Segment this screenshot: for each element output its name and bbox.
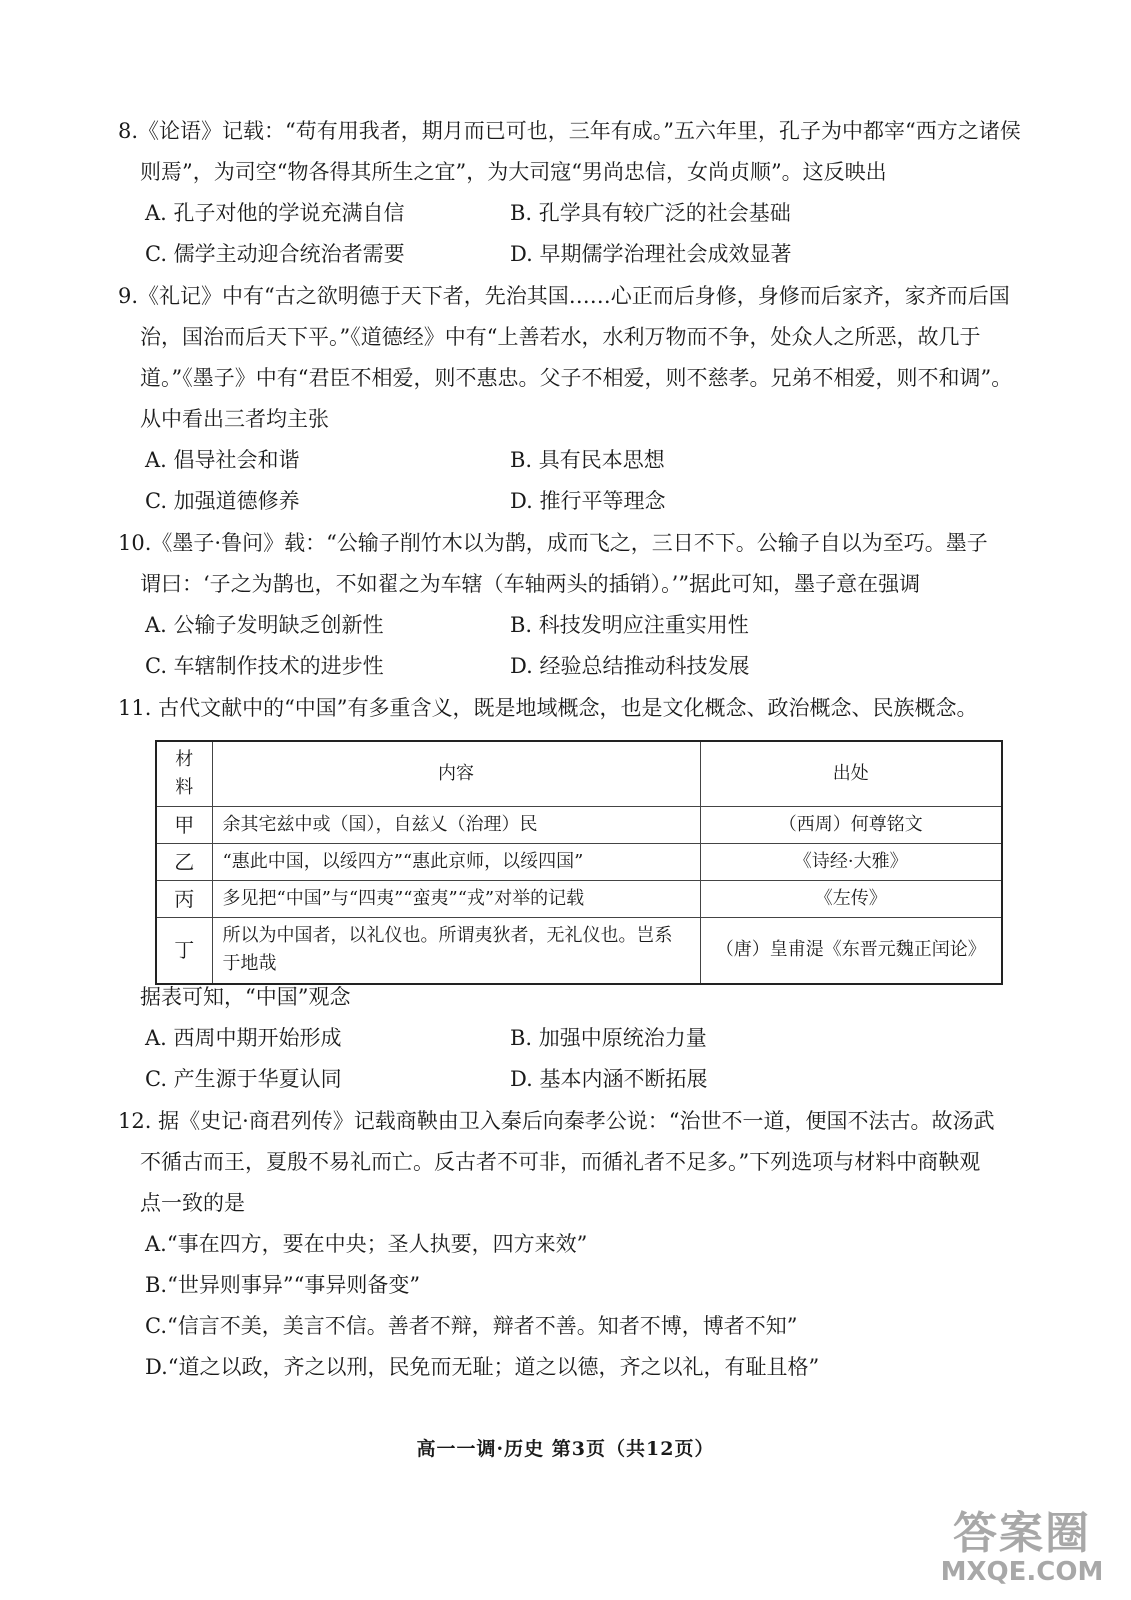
table-header-material: 材料 <box>156 741 212 807</box>
row-label: 甲 <box>156 807 212 844</box>
q8-stem-line1: 8.《论语》记载：“苟有用我者，期月而已可也，三年有成。”五六年里，孔子为中都宰“西方之诸侯 <box>118 119 1021 143</box>
row-source: 《左传》 <box>700 881 1002 918</box>
row-content: 多见把“中国”与“四夷”“蛮夷”“戎”对举的记载 <box>212 881 700 918</box>
q12-option-b: B.“世异则事异”“事异则备变” <box>145 1273 421 1297</box>
q9-stem-line3: 道。”《墨子》中有“君臣不相爱，则不惠忠。父子不相爱，则不慈孝。兄弟不相爱，则不和调”。 <box>140 366 1013 390</box>
q10-option-d: D. 经验总结推动科技发展 <box>510 654 750 678</box>
q8-option-c: C. 儒学主动迎合统治者需要 <box>145 242 405 266</box>
q12-stem-line1: 12. 据《史记·商君列传》记载商鞅由卫入秦后向秦孝公说：“治世不一道，便国不法古。故汤武 <box>118 1109 995 1133</box>
q11-stem-line1: 11. 古代文献中的“中国”有多重含义，既是地域概念，也是文化概念、政治概念、民族概念。 <box>118 696 978 720</box>
row-source: （西周）何尊铭文 <box>700 807 1002 844</box>
watermark-url: MXQE.COM <box>940 1557 1104 1587</box>
q11-option-b: B. 加强中原统治力量 <box>510 1026 707 1050</box>
q9-option-a: A. 倡导社会和谐 <box>145 448 300 472</box>
q11-option-d: D. 基本内涵不断拓展 <box>510 1067 708 1091</box>
q11-material-table <box>155 740 1003 985</box>
q9-stem-line1: 9.《礼记》中有“古之欲明德于天下者，先治其国……心正而后身修，身修而后家齐，家齐而后国 <box>118 284 1010 308</box>
q8-stem-line2: 则焉”，为司空“物各得其所生之宜”，为大司寇“男尚忠信，女尚贞顺”。这反映出 <box>140 160 887 184</box>
q12-option-c: C.“信言不美，美言不信。善者不辩，辩者不善。知者不博，博者不知” <box>145 1314 798 1338</box>
table-header-source: 出处 <box>700 741 1002 807</box>
q9-stem-line2: 治，国治而后天下平。”《道德经》中有“上善若水，水利万物而不争，处众人之所恶，故几于 <box>140 325 981 349</box>
q12-stem-line3: 点一致的是 <box>140 1191 245 1215</box>
row-content: 所以为中国者，以礼仪也。所谓夷狄者，无礼仪也。岂系于地哉 <box>212 918 700 984</box>
table-row <box>156 807 1002 844</box>
q11-stem-line2: 据表可知，“中国”观念 <box>140 985 351 1009</box>
q11-option-c: C. 产生源于华夏认同 <box>145 1067 342 1091</box>
row-source: 《诗经·大雅》 <box>700 844 1002 881</box>
row-label: 丙 <box>156 881 212 918</box>
q9-option-b: B. 具有民本思想 <box>510 448 665 472</box>
table-header-row <box>156 741 1002 807</box>
q8-option-d: D. 早期儒学治理社会成效显著 <box>510 242 792 266</box>
row-content: 余其宅兹中或（国），自兹乂（治理）民 <box>212 807 700 844</box>
q9-option-c: C. 加强道德修养 <box>145 489 300 513</box>
table-header-content: 内容 <box>212 741 700 807</box>
q8-option-b: B. 孔学具有较广泛的社会基础 <box>510 201 791 225</box>
row-label: 乙 <box>156 844 212 881</box>
q12-option-a: A.“事在四方，要在中央；圣人执要，四方来效” <box>145 1232 588 1256</box>
q10-stem-line1: 10.《墨子·鲁问》载：“公输子削竹木以为鹊，成而飞之，三日不下。公输子自以为至巧。墨子 <box>118 531 988 555</box>
q10-stem-line2: 谓曰：‘子之为鹊也，不如翟之为车辖（车轴两头的插销）。’”据此可知，墨子意在强调 <box>140 572 921 596</box>
q8-option-a: A. 孔子对他的学说充满自信 <box>145 201 405 225</box>
row-content: “惠此中国，以绥四方”“惠此京师，以绥四国” <box>212 844 700 881</box>
row-label: 丁 <box>156 918 212 984</box>
q12-stem-line2: 不循古而王，夏殷不易礼而亡。反古者不可非，而循礼者不足多。”下列选项与材料中商鞅观 <box>140 1150 981 1174</box>
q9-option-d: D. 推行平等理念 <box>510 489 666 513</box>
watermark-logo: 答案圈 <box>953 1508 1091 1559</box>
table-row <box>156 881 1002 918</box>
q11-option-a: A. 西周中期开始形成 <box>145 1026 342 1050</box>
q12-option-d: D.“道之以政，齐之以刑，民免而无耻；道之以德，齐之以礼，有耻且格” <box>145 1355 820 1379</box>
watermark <box>927 1510 1117 1590</box>
row-source: （唐）皇甫湜《东晋元魏正闰论》 <box>700 918 1002 984</box>
table-row <box>156 918 1002 984</box>
table-row <box>156 844 1002 881</box>
q9-stem-line4: 从中看出三者均主张 <box>140 407 329 431</box>
page-footer: 高一一调·历史 第3页（共12页） <box>416 1438 715 1460</box>
q10-option-c: C. 车辖制作技术的进步性 <box>145 654 384 678</box>
q10-option-b: B. 科技发明应注重实用性 <box>510 613 749 637</box>
q10-option-a: A. 公输子发明缺乏创新性 <box>145 613 384 637</box>
